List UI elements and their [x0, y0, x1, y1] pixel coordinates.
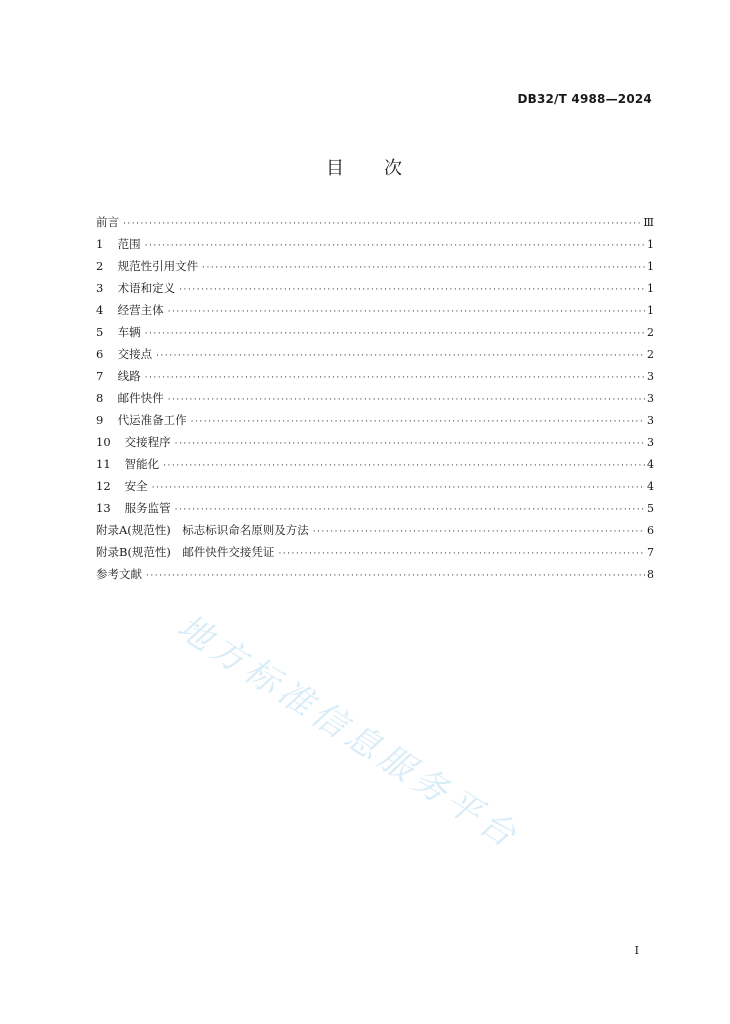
toc-entry-label: 附录B(规范性) 邮件快件交接凭证 — [96, 545, 275, 559]
toc-entry-label: 前言 — [96, 215, 119, 229]
dot-leader — [168, 307, 645, 317]
toc-entry-label: 术语和定义 — [117, 281, 176, 295]
dot-leader — [145, 329, 645, 339]
toc-entry-foreword[interactable] — [96, 214, 654, 236]
toc-page-number: 3 — [647, 370, 654, 383]
toc-entry-label: 服务监管 — [124, 501, 171, 515]
toc-entry-6[interactable] — [96, 346, 654, 368]
toc-entry-label: 线路 — [117, 369, 141, 383]
toc-entry-1[interactable] — [96, 236, 654, 258]
dot-leader — [145, 373, 645, 383]
title-char-2: 次 — [384, 158, 404, 179]
dot-leader — [313, 527, 645, 537]
toc-entry-9[interactable] — [96, 412, 654, 434]
toc-entry-3[interactable] — [96, 280, 654, 302]
table-of-contents — [96, 214, 654, 588]
toc-entry-13[interactable] — [96, 500, 654, 522]
dot-leader — [123, 219, 641, 229]
toc-page-number: 5 — [647, 502, 654, 515]
toc-page-number: 1 — [647, 282, 654, 295]
toc-entry-number: 4 — [96, 303, 104, 317]
dot-leader — [202, 263, 645, 273]
document-code: DB32/T 4988—2024 — [517, 92, 652, 106]
toc-entry-10[interactable] — [96, 434, 654, 456]
dot-leader — [175, 505, 645, 515]
dot-leader — [146, 571, 645, 581]
toc-entry-number: 7 — [96, 369, 104, 383]
toc-entry-number: 3 — [96, 281, 104, 295]
toc-page-number: 4 — [647, 458, 654, 471]
toc-entry-appendix-a[interactable] — [96, 522, 654, 544]
toc-entry-label: 代运准备工作 — [117, 413, 187, 427]
toc-entry-5[interactable] — [96, 324, 654, 346]
toc-page-number: 1 — [647, 304, 654, 317]
toc-page-number: 3 — [647, 436, 654, 449]
toc-entry-7[interactable] — [96, 368, 654, 390]
toc-page-number: Ⅲ — [643, 216, 654, 229]
dot-leader — [179, 285, 645, 295]
toc-page-number: 8 — [647, 568, 654, 581]
toc-entry-11[interactable] — [96, 456, 654, 478]
toc-entry-label: 安全 — [124, 479, 148, 493]
toc-entry-number: 12 — [96, 479, 111, 493]
toc-entry-number: 10 — [96, 435, 111, 449]
toc-page-number: 3 — [647, 414, 654, 427]
toc-entry-12[interactable] — [96, 478, 654, 500]
toc-entry-number: 1 — [96, 237, 104, 251]
toc-entry-number: 2 — [96, 259, 104, 273]
toc-entry-label: 参考文献 — [96, 567, 142, 581]
toc-page-number: 2 — [647, 348, 654, 361]
dot-leader — [168, 395, 645, 405]
toc-page-number: 4 — [647, 480, 654, 493]
toc-page-number: 3 — [647, 392, 654, 405]
dot-leader — [156, 351, 645, 361]
dot-leader — [163, 461, 645, 471]
title-char-1: 目 — [326, 158, 346, 179]
toc-entry-appendix-b[interactable] — [96, 544, 654, 566]
dot-leader — [191, 417, 645, 427]
toc-entry-number: 5 — [96, 325, 104, 339]
toc-page-number: 6 — [647, 524, 654, 537]
toc-entry-label: 交接点 — [117, 347, 153, 361]
toc-entry-label: 智能化 — [124, 457, 160, 471]
toc-entry-4[interactable] — [96, 302, 654, 324]
toc-page-number: 2 — [647, 326, 654, 339]
toc-entry-number: 9 — [96, 413, 104, 427]
toc-entry-label: 邮件快件 — [117, 391, 164, 405]
dot-leader — [152, 483, 645, 493]
watermark: 地方标准信息服务平台 — [169, 606, 528, 859]
toc-entry-number: 13 — [96, 501, 111, 515]
toc-entry-label: 经营主体 — [117, 303, 164, 317]
toc-entry-number: 8 — [96, 391, 104, 405]
toc-entry-number: 6 — [96, 347, 104, 361]
toc-entry-label: 范围 — [117, 237, 141, 251]
toc-entry-2[interactable] — [96, 258, 654, 280]
page-number: I — [634, 944, 639, 957]
toc-entry-label: 交接程序 — [124, 435, 171, 449]
toc-page-number: 7 — [647, 546, 654, 559]
dot-leader — [175, 439, 645, 449]
toc-entry-references[interactable] — [96, 566, 654, 588]
toc-page-number: 1 — [647, 260, 654, 273]
toc-entry-label: 规范性引用文件 — [117, 259, 199, 273]
page-title — [0, 154, 730, 180]
dot-leader — [145, 241, 645, 251]
toc-entry-label: 车辆 — [117, 325, 141, 339]
toc-page-number: 1 — [647, 238, 654, 251]
toc-entry-number: 11 — [96, 457, 111, 471]
toc-entry-label: 附录A(规范性) 标志标识命名原则及方法 — [96, 523, 309, 537]
dot-leader — [278, 549, 645, 559]
toc-entry-8[interactable] — [96, 390, 654, 412]
